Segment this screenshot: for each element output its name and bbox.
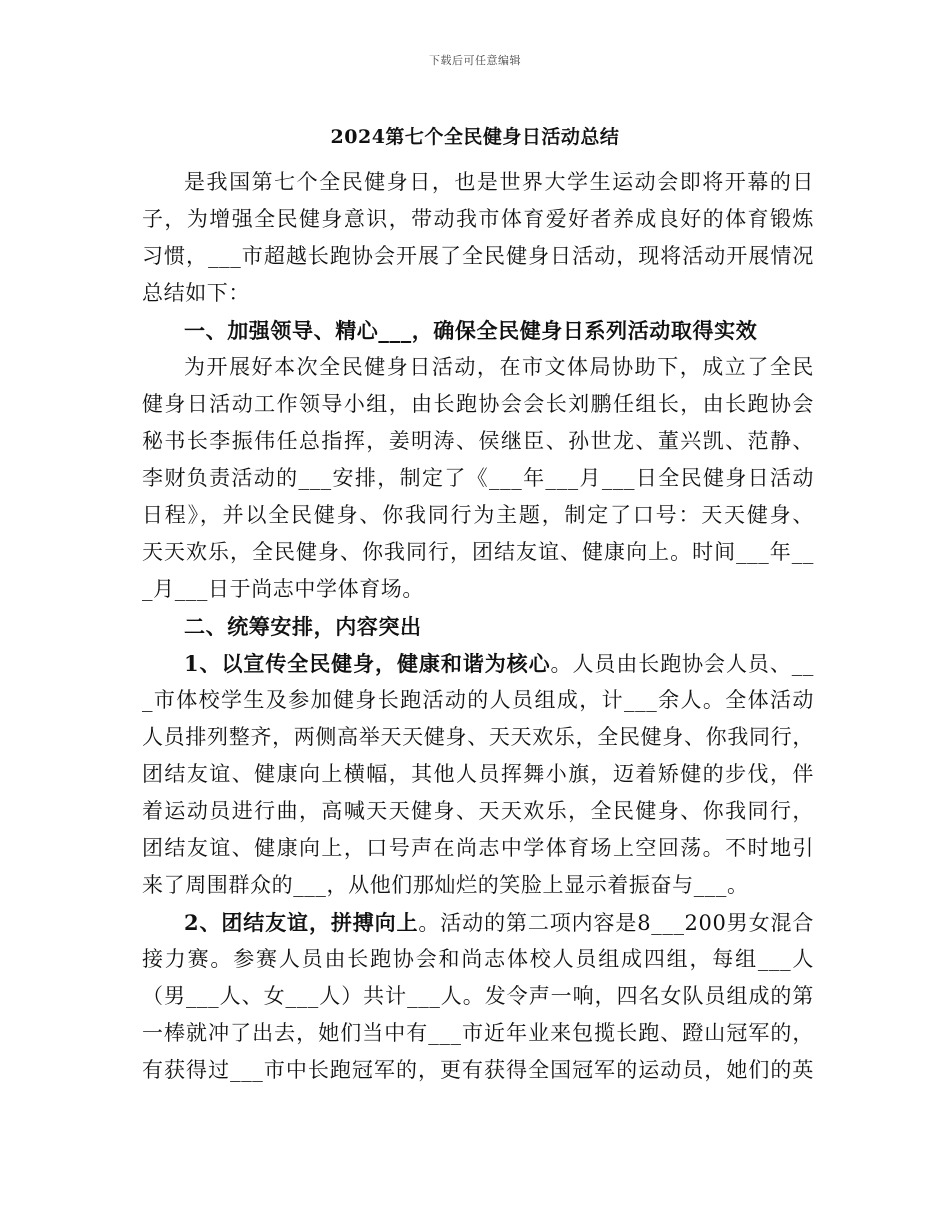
paragraph-line <box>142 571 814 608</box>
paragraph-line <box>142 682 814 719</box>
paragraph-line <box>142 460 814 497</box>
line-text: 。活动的第二项内容是8___200男女混合 <box>418 911 814 935</box>
paragraph-line <box>142 349 814 386</box>
paragraph-line <box>142 423 814 460</box>
section-heading-line <box>142 312 814 349</box>
line-text: 团结友谊、健康向上横幅，其他人员挥舞小旗，迈着矫健的步伐，伴 <box>142 762 814 786</box>
line-text: 团结友谊、健康向上，口号声在尚志中学体育场上空回荡。不时地引 <box>142 836 814 860</box>
line-text: 秘书长李振伟任总指挥，姜明涛、侯继臣、孙世龙、董兴凯、范静、 <box>142 429 814 453</box>
line-text: 天天欢乐，全民健身、你我同行，团结友谊、健康向上。时间___年__ <box>142 540 814 564</box>
paragraph-line <box>142 164 814 201</box>
line-text: 习惯，___市超越长跑协会开展了全民健身日活动，现将活动开展情况 <box>142 244 814 268</box>
line-text: _市体校学生及参加健身长跑活动的人员组成，计___余人。全体活动 <box>142 688 814 712</box>
paragraph-line <box>142 941 814 978</box>
paragraph-line <box>142 238 814 275</box>
paragraph-line <box>142 904 814 941</box>
paragraph-line <box>142 386 814 423</box>
paragraph-line <box>142 275 814 312</box>
inline-heading: 2、团结友谊，拼搏向上 <box>184 910 419 935</box>
paragraph-line <box>142 756 814 793</box>
line-text: 是我国第七个全民健身日，也是世界大学生运动会即将开幕的日 <box>184 170 814 194</box>
line-text: 子，为增强全民健身意识，带动我市体育爱好者养成良好的体育锻炼 <box>142 207 814 231</box>
line-text: 一棒就冲了出去，她们当中有___市近年业来包揽长跑、蹬山冠军的， <box>142 1021 814 1045</box>
paragraph-line <box>142 1015 814 1052</box>
document-title: 2024第七个全民健身日活动总结 <box>330 126 620 148</box>
paragraph-line <box>142 978 814 1015</box>
paragraph-line <box>142 497 814 534</box>
line-text: 日程》，并以全民健身、你我同行为主题，制定了口号：天天健身、 <box>142 503 814 527</box>
paragraph-line <box>142 534 814 571</box>
section-heading-line <box>142 608 814 645</box>
line-text: 为开展好本次全民健身日活动，在市文体局协助下，成立了全民 <box>184 355 814 379</box>
paragraph-line <box>142 830 814 867</box>
document-body <box>142 164 814 1089</box>
paragraph-line <box>142 1052 814 1089</box>
line-text: 有获得过___市中长跑冠军的，更有获得全国冠军的运动员，她们的英 <box>142 1058 814 1082</box>
inline-heading: 1、以宣传全民健身，健康和谐为核心 <box>184 651 551 676</box>
line-text: 二、统筹安排，内容突出 <box>184 614 422 639</box>
line-text: 着运动员进行曲，高喊天天健身、天天欢乐，全民健身、你我同行， <box>142 799 814 823</box>
paragraph-line <box>142 719 814 756</box>
line-text: _月___日于尚志中学体育场。 <box>142 577 424 601</box>
header-note: 下载后可任意编辑 <box>429 54 521 67</box>
line-text: 健身日活动工作领导小组，由长跑协会会长刘鹏任组长，由长跑协会 <box>142 392 814 416</box>
paragraph-line <box>142 867 814 904</box>
line-text: 来了周围群众的___，从他们那灿烂的笑脸上显示着振奋与___。 <box>142 873 749 897</box>
line-text: 人员排列整齐，两侧高举天天健身、天天欢乐，全民健身、你我同行， <box>142 725 814 749</box>
line-text: 一、加强领导、精心___，确保全民健身日系列活动取得实效 <box>184 318 758 343</box>
paragraph-line <box>142 201 814 238</box>
line-text: 总结如下： <box>142 281 250 305</box>
line-text: 接力赛。参赛人员由长跑协会和尚志体校人员组成四组，每组___人 <box>142 947 814 971</box>
line-text: 。人员由长跑协会人员、__ <box>550 652 814 676</box>
paragraph-line <box>142 793 814 830</box>
line-text: 李财负责活动的___安排，制定了《___年___月___日全民健身日活动 <box>142 466 814 490</box>
paragraph-line <box>142 645 814 682</box>
line-text: （男___人、女___人）共计___人。发令声一响，四名女队员组成的第 <box>142 984 814 1008</box>
